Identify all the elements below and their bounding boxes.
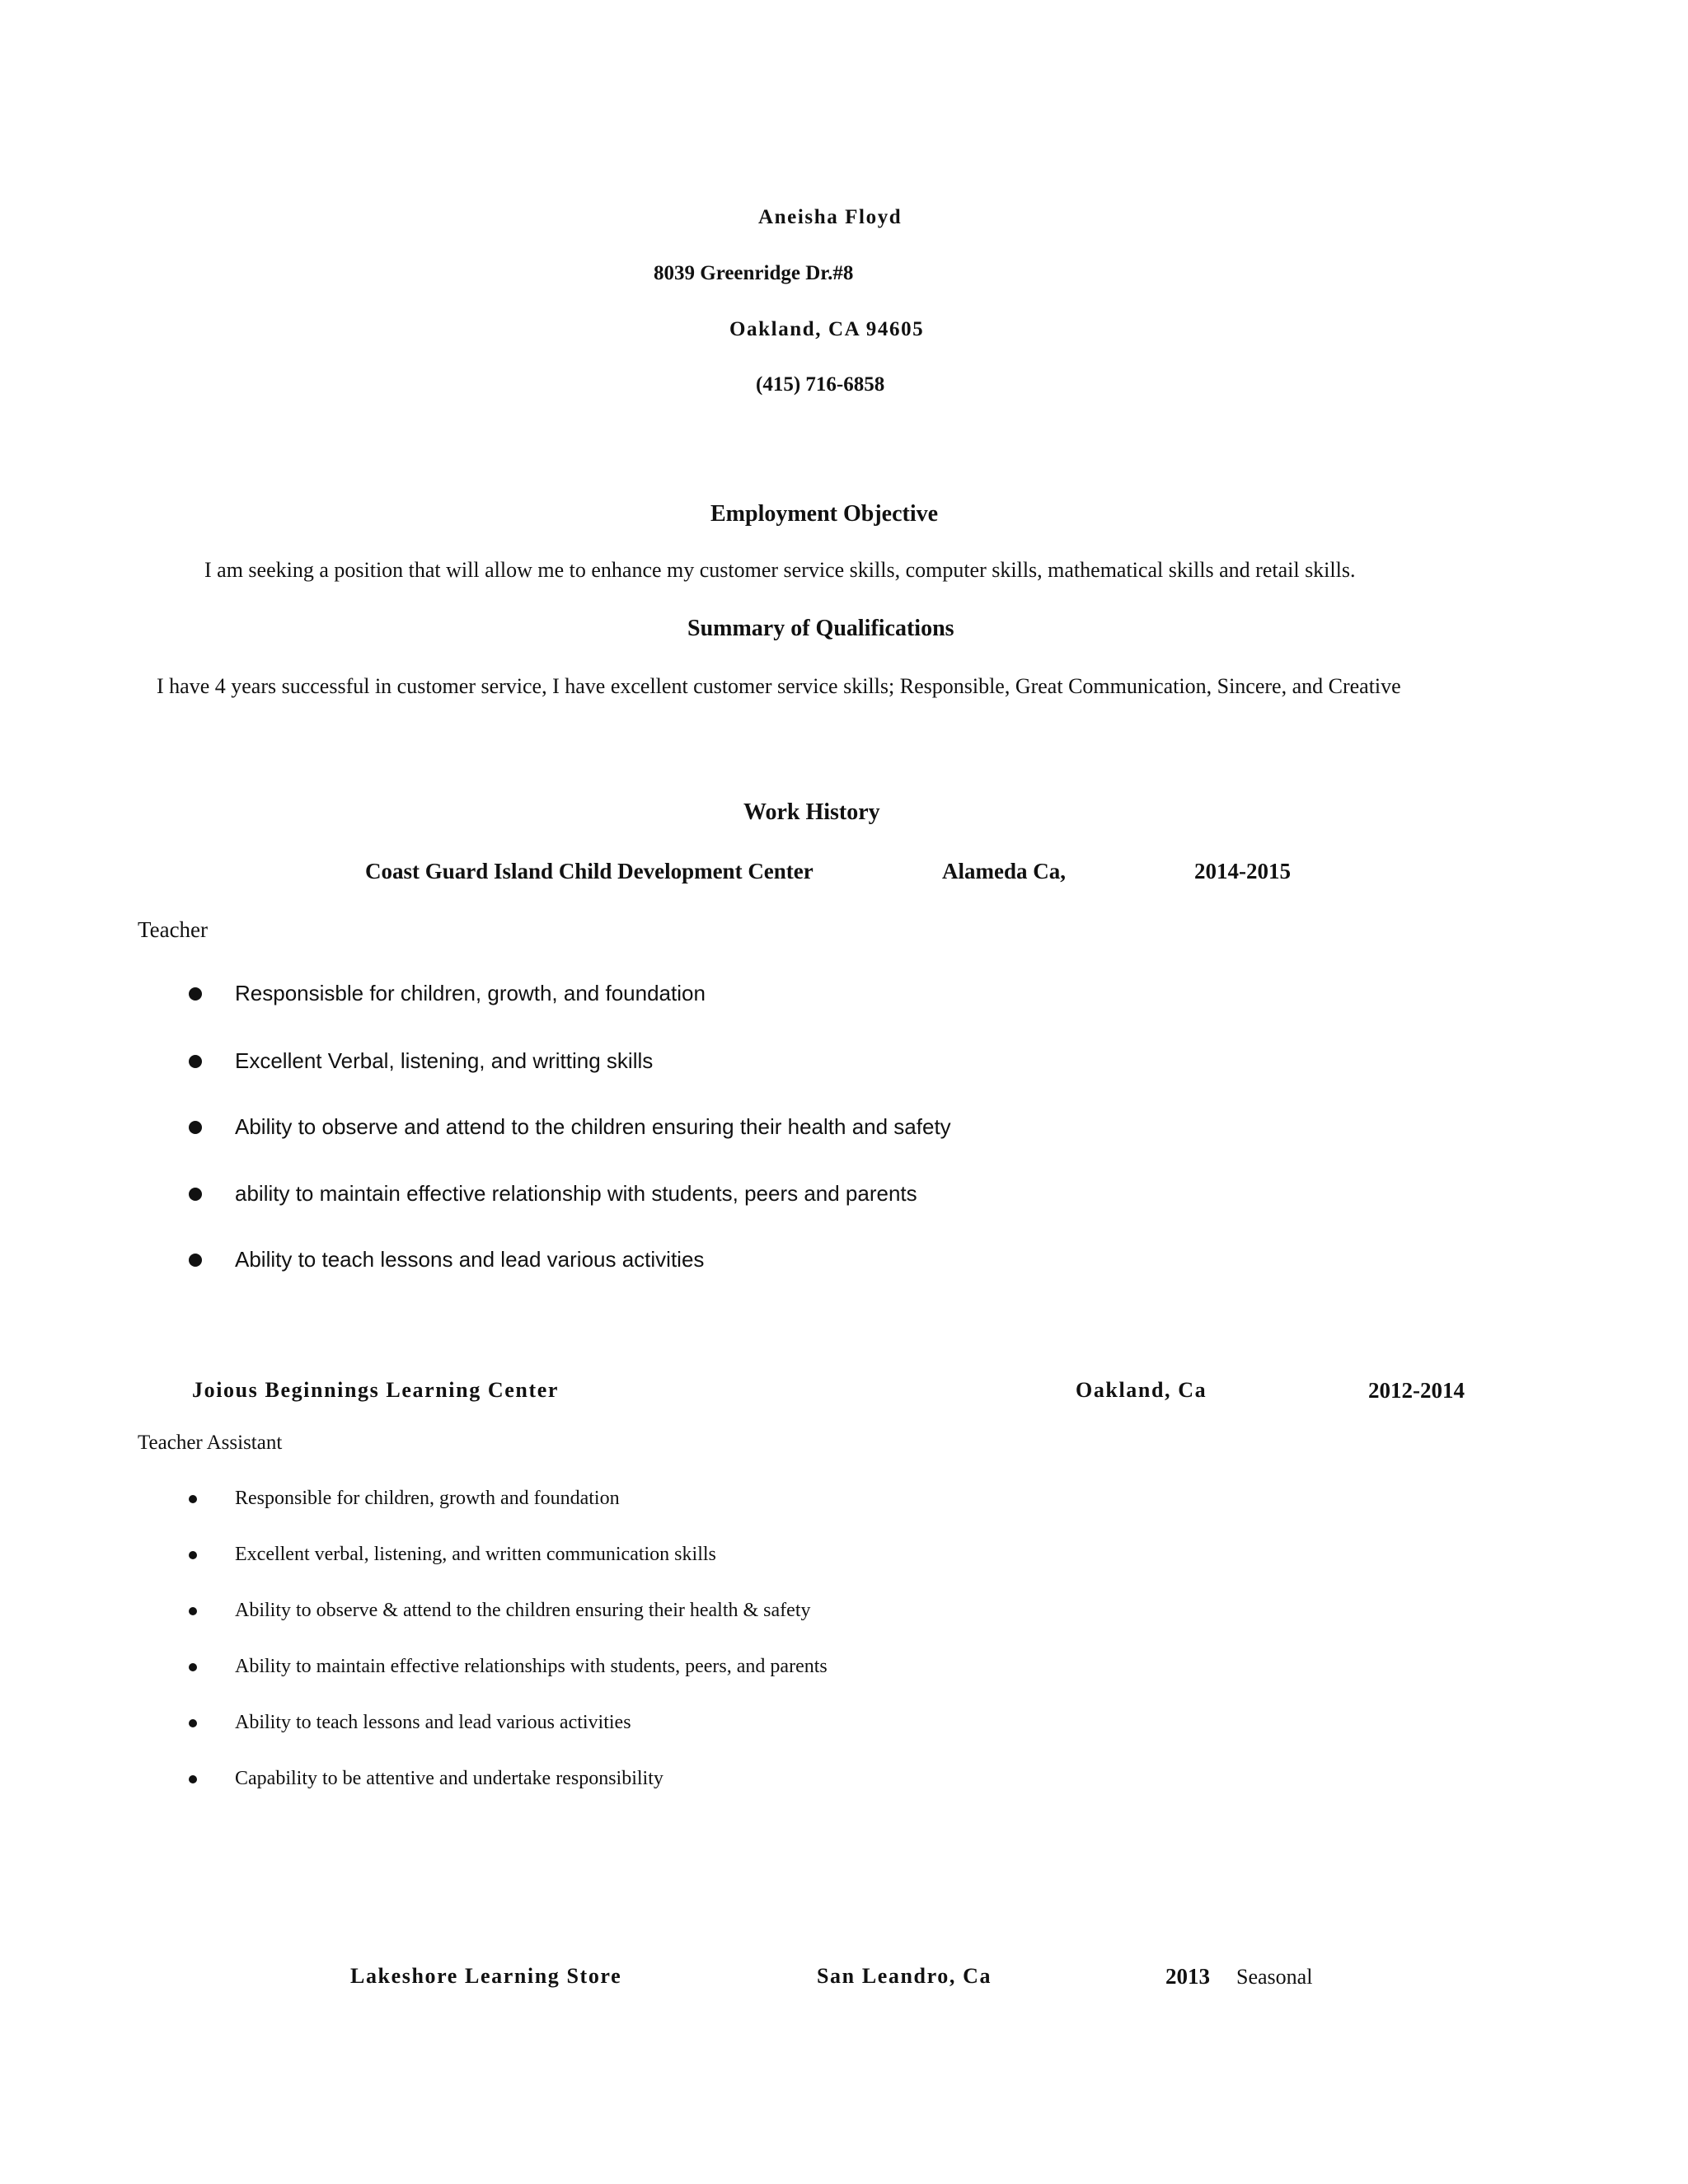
contact-street: 8039 Greenridge Dr.#8	[654, 262, 854, 284]
job3-dates: 2013	[1165, 1964, 1210, 1989]
work-history-title: Work History	[743, 799, 880, 825]
job1-dates: 2014-2015	[1194, 859, 1291, 883]
contact-name: Aneisha Floyd	[758, 206, 903, 228]
contact-phone: (415) 716-6858	[756, 373, 885, 396]
list-item-text: Responsible for children, growth and foundation	[235, 1488, 620, 1509]
list-item-text: Capability to be attentive and undertake responsibility	[235, 1768, 663, 1789]
list-item-text: Ability to teach lessons and lead various activities	[235, 1712, 631, 1733]
list-item-text: Ability to observe & attend to the children ensuring their health & safety	[235, 1600, 811, 1621]
bullet-icon	[189, 1188, 202, 1201]
list-item-text: Ability to maintain effective relationships with students, peers, and parents	[235, 1656, 828, 1677]
job3-note: Seasonal	[1236, 1965, 1313, 1989]
list-item-text: Excellent Verbal, listening, and writting skills	[235, 1048, 654, 1073]
contact-city: Oakland, CA 94605	[729, 318, 925, 340]
list-item-text: ability to maintain effective relationship with students, peers and parents	[235, 1181, 917, 1206]
job2-role: Teacher Assistant	[138, 1432, 283, 1454]
qualifications-title: Summary of Qualifications	[687, 616, 954, 641]
bullet-icon	[189, 1121, 202, 1134]
bullet-icon	[189, 1254, 202, 1267]
job2-employer: Joious Beginnings Learning Center	[192, 1378, 560, 1402]
list-item-text: Excellent verbal, listening, and written communication skills	[235, 1544, 716, 1565]
job1-employer: Coast Guard Island Child Development Center	[365, 859, 814, 883]
qualifications-text: I have 4 years successful in customer service, I have excellent customer service skills; Responsible, Great Communication, Sincere, and Creative	[157, 674, 1401, 698]
bullet-icon	[189, 1551, 197, 1559]
list-item-text: Ability to observe and attend to the children ensuring their health and safety	[235, 1114, 951, 1139]
bullet-icon	[189, 1775, 197, 1783]
job3-employer: Lakeshore Learning Store	[350, 1964, 622, 1988]
job1-location: Alameda Ca,	[942, 859, 1066, 883]
bullet-icon	[189, 1607, 197, 1615]
objective-title: Employment Objective	[710, 501, 939, 527]
list-item-text: Responsisble for children, growth, and foundation	[235, 981, 706, 1005]
objective-text: I am seeking a position that will allow me to enhance my customer service skills, computer skills, mathematical skills and retail skills.	[204, 558, 1356, 582]
bullet-icon	[189, 1495, 197, 1503]
job2-location: Oakland, Ca	[1076, 1378, 1207, 1402]
bullet-icon	[189, 1663, 197, 1671]
job1-role: Teacher	[138, 917, 209, 942]
list-item-text: Ability to teach lessons and lead various activities	[235, 1247, 705, 1272]
job2-dates: 2012-2014	[1368, 1378, 1465, 1403]
bullet-icon	[189, 987, 202, 1001]
bullet-icon	[189, 1719, 197, 1727]
job3-location: San Leandro, Ca	[817, 1964, 992, 1988]
bullet-icon	[189, 1055, 202, 1068]
